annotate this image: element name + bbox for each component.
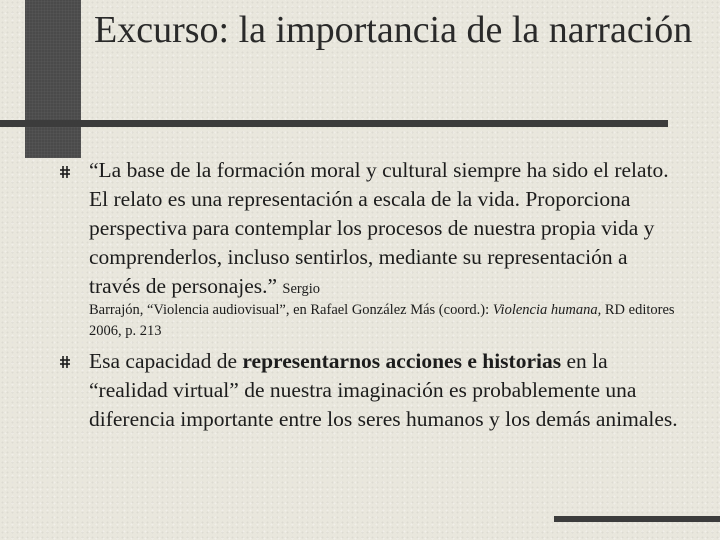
citation-book-title: Violencia humana,	[492, 302, 602, 318]
bullet-quote	[89, 156, 679, 304]
footer-divider	[554, 516, 720, 522]
citation-publisher: RD editores 2006, p. 213	[89, 302, 675, 339]
text-before: Esa capacidad de	[89, 349, 238, 373]
bold-connector: e	[467, 349, 477, 373]
title-side-block	[25, 0, 81, 158]
citation-author-first: Sergio	[282, 281, 321, 297]
title-divider	[0, 120, 668, 127]
slide-title: Excurso: la importancia de la narración	[94, 9, 693, 51]
bold-phrase-acciones: representarnos acciones	[242, 349, 462, 373]
quote-text: “La base de la formación moral y cultural siempre ha sido el relato. El relato es una representación a escala de la vida. Proporciona perspectiva para contemplar los procesos de nuestra propia vida y comprenderlos, incluso sentirlos, mediante su representación a través de personajes.”	[89, 158, 669, 298]
citation-text: Barrajón, “Violencia audiovisual”, en Rafael González Más (coord.):	[89, 302, 490, 318]
hash-bullet-icon	[60, 356, 70, 368]
bold-phrase-historias: historias	[482, 349, 562, 373]
text-after: en la “realidad virtual” de nuestra imaginación es probablemente una diferencia importante entre los seres humanos y los demás animales.	[89, 349, 678, 431]
bullet-narrative	[89, 347, 679, 434]
citation	[89, 300, 679, 342]
hash-bullet-icon	[60, 166, 70, 178]
